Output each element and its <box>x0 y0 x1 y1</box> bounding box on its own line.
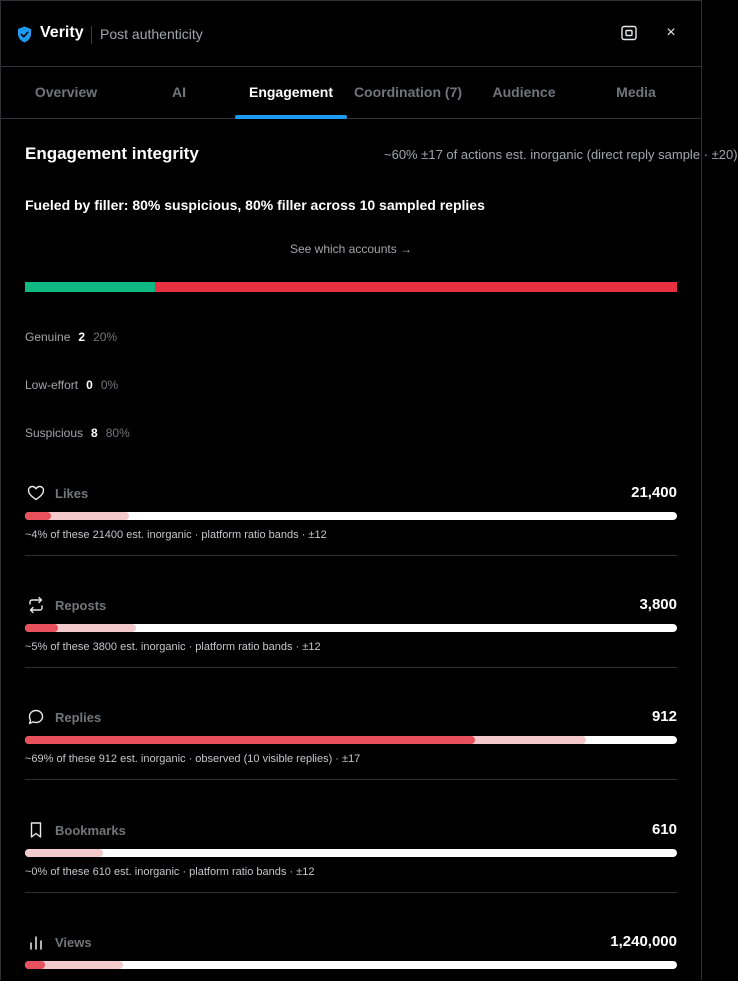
uncertainty-band <box>25 849 103 857</box>
metric-divider <box>25 779 677 780</box>
brand-name: Verity <box>40 24 84 41</box>
metric-divider <box>25 667 677 668</box>
verified-shield-icon <box>17 26 32 43</box>
inorganic-fill <box>25 736 475 744</box>
metric-note: ~0% of these 610 est. inorganic · platform ratio bands · ±12 <box>25 866 315 878</box>
class-row-low-effort <box>25 378 118 392</box>
metric-divider <box>25 555 677 556</box>
metric-value: 21,400 <box>631 484 677 501</box>
inorganic-bar <box>25 512 677 520</box>
tab-bar <box>1 67 701 119</box>
class-count: 8 <box>91 426 98 440</box>
tab-ai[interactable]: AI <box>172 84 186 100</box>
tab-overview[interactable]: Overview <box>34 84 98 100</box>
sample-headline: Fueled by filler: 80% suspicious, 80% filler across 10 sampled replies <box>25 197 485 213</box>
views-icon <box>27 933 45 951</box>
panel-subtitle: Post authenticity <box>100 26 203 42</box>
repost-icon <box>27 596 45 614</box>
metric-value: 3,800 <box>639 596 677 613</box>
tab-media[interactable]: Media <box>616 84 656 100</box>
inorganic-fill <box>25 961 45 969</box>
metric-note: ~5% of these 3800 est. inorganic · platform ratio bands · ±12 <box>25 641 321 653</box>
class-label: Suspicious <box>25 426 84 440</box>
metric-reposts <box>25 596 677 708</box>
metric-label: Replies <box>55 710 102 725</box>
class-row-genuine <box>25 330 117 344</box>
class-percent: 80% <box>105 426 130 440</box>
metric-label: Likes <box>55 486 89 501</box>
metric-replies <box>25 708 677 820</box>
inorganic-summary: ~60% ±17 of actions est. inorganic (direct reply sample · ±20) <box>384 147 738 162</box>
header-divider <box>91 26 92 44</box>
panel-header <box>1 1 701 67</box>
screenshot-button[interactable] <box>619 23 639 43</box>
tab-audience[interactable]: Audience <box>492 84 556 100</box>
mix-segment-genuine <box>25 282 155 292</box>
class-percent: 0% <box>100 378 119 392</box>
metric-divider <box>25 892 677 893</box>
heart-icon <box>27 484 45 502</box>
see-accounts-link[interactable]: See which accounts → <box>289 242 413 256</box>
inorganic-bar <box>25 736 677 744</box>
class-count: 0 <box>86 378 93 392</box>
metric-value: 1,240,000 <box>610 933 677 950</box>
metric-views <box>25 933 677 981</box>
class-label: Genuine <box>25 330 71 344</box>
close-icon: × <box>666 24 676 41</box>
metric-likes <box>25 484 677 596</box>
tab-coordination[interactable]: Coordination (7) <box>353 84 463 100</box>
class-percent: 20% <box>93 330 118 344</box>
mix-segment-suspicious <box>155 282 677 292</box>
inorganic-bar <box>25 849 677 857</box>
section-title: Engagement integrity <box>25 144 199 163</box>
bookmark-icon <box>27 821 45 839</box>
close-button[interactable] <box>661 23 681 43</box>
metric-label: Bookmarks <box>55 823 126 838</box>
metric-bookmarks <box>25 821 677 933</box>
metric-note: ~69% of these 912 est. inorganic · observed (10 visible replies) · ±17 <box>25 753 361 765</box>
metric-value: 912 <box>651 708 677 725</box>
reply-mix-bar <box>25 282 677 292</box>
inorganic-fill <box>25 624 58 632</box>
inorganic-bar <box>25 961 677 969</box>
inorganic-fill <box>25 512 51 520</box>
class-count: 2 <box>78 330 86 344</box>
class-label: Low-effort <box>25 378 79 392</box>
inorganic-bar <box>25 624 677 632</box>
metric-value: 610 <box>651 821 677 838</box>
metric-label: Reposts <box>55 598 107 613</box>
metric-label: Views <box>55 935 92 950</box>
reply-icon <box>27 708 45 726</box>
screenshot-icon <box>621 25 637 41</box>
tab-engagement[interactable]: Engagement <box>235 67 347 119</box>
metric-note: ~4% of these 21400 est. inorganic · platform ratio bands · ±12 <box>25 529 327 541</box>
class-row-suspicious <box>25 426 130 440</box>
